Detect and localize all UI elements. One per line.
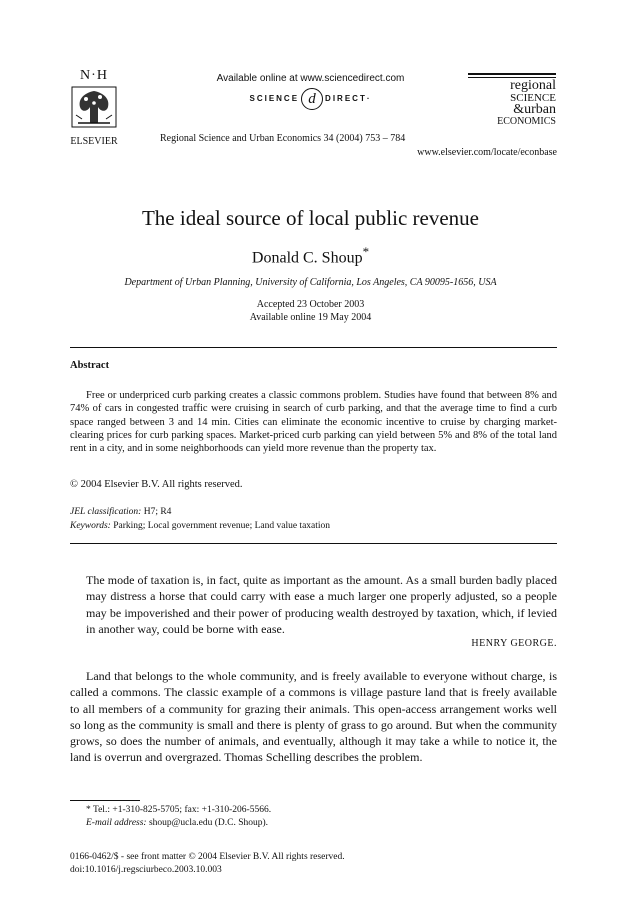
journal-url[interactable]: www.elsevier.com/locate/econbase xyxy=(417,147,557,158)
journal-logo-line: ECONOMICS xyxy=(497,116,556,127)
journal-logo-line: regional xyxy=(510,78,556,93)
footnote-email xyxy=(86,818,268,828)
accepted-date: Accepted 23 October 2003 xyxy=(256,299,365,310)
journal-reference: Regional Science and Urban Economics 34 (2004) 753 – 784 xyxy=(160,133,406,144)
epigraph-author: HENRY GEORGE. xyxy=(471,638,557,649)
issn-line: 0166-0462/$ - see front matter © 2004 Elsevier B.V. All rights reserved. xyxy=(70,852,345,862)
doi-line[interactable]: doi:10.1016/j.regsciurbeco.2003.10.003 xyxy=(70,865,222,875)
epigraph-quote: The mode of taxation is, in fact, quite as important as the amount. As a small burden badly placed may distress a horse that could carry with ease a much larger one properly adjusted, so a people may be impoverished and their power of producing wealth destroyed by taxation, which, if levied in another way, could be borne with ease. xyxy=(86,573,557,636)
author-text: Donald C. Shoup xyxy=(251,249,363,267)
sd-logo-right: DIRECT· xyxy=(325,94,372,104)
keywords-value: Parking; Local government revenue; Land value taxation xyxy=(110,521,331,531)
author-name xyxy=(0,244,621,267)
abstract-bottom-rule xyxy=(70,543,557,544)
sd-logo-left: SCIENCE xyxy=(249,94,300,104)
footnote-contact: * Tel.: +1-310-825-5705; fax: +1-310-206-5566. xyxy=(86,805,272,815)
email-label: E-mail address: xyxy=(86,818,147,828)
article-dates xyxy=(0,298,621,324)
author-footnote-mark[interactable]: * xyxy=(362,244,370,259)
footnote-rule xyxy=(70,800,140,801)
keywords xyxy=(70,521,330,531)
sd-logo-d-icon: d xyxy=(301,88,323,110)
abstract-top-rule xyxy=(70,347,557,348)
abstract-text: Free or underpriced curb parking creates a classic commons problem. Studies have found that between 8% and 74% of cars in congested traffic were cruising in search of curb parking, and that the average time to find a curb space ranged between 3 and 14 min. Cities can eliminate the economic incentive to cruise by charging market-clearing prices for curb parking spaces. Market-priced curb parking can yield between 5% and 8% of the total land rent in a city, and in some neighborhoods can yield more revenue than the property tax. xyxy=(70,390,557,455)
jel-classification xyxy=(70,507,171,517)
journal-logo-rule xyxy=(468,73,556,75)
body-paragraph: Land that belongs to the whole community, and is freely available to everyone without charge, is called a commons. The classic example of a commons is village pasture land that is freely available to all members of a community for grazing their animals. This open-access arrangement works well so long as the community is small and there is plenty of grass to go around. But when the community grows, so does the number of animals, and eventually, although it may take a while to notice it, the land is overrun and overgrazed. Thomas Schelling describes the problem. xyxy=(70,669,557,765)
journal-logo xyxy=(468,73,556,128)
jel-label: JEL classification: xyxy=(70,507,142,517)
jel-value: H7; R4 xyxy=(141,507,172,517)
elsevier-label: ELSEVIER xyxy=(70,136,118,147)
abstract-heading: Abstract xyxy=(70,360,110,371)
journal-logo-line: SCIENCE xyxy=(510,92,556,104)
nh-monogram: N·H xyxy=(80,68,108,83)
available-online-text: Available online at www.sciencedirect.com xyxy=(216,73,405,84)
available-date: Available online 19 May 2004 xyxy=(249,312,372,323)
keywords-label: Keywords: xyxy=(70,521,111,531)
body-text xyxy=(70,668,557,766)
journal-logo-line: &urban xyxy=(513,102,556,117)
author-affiliation: Department of Urban Planning, University of California, Los Angeles, CA 90095-1656, USA xyxy=(124,277,497,288)
abstract-copyright: © 2004 Elsevier B.V. All rights reserved. xyxy=(70,479,243,490)
article-title: The ideal source of local public revenue xyxy=(141,206,479,230)
email-value[interactable]: shoup@ucla.edu (D.C. Shoup). xyxy=(146,818,269,828)
abstract-body xyxy=(70,389,557,455)
